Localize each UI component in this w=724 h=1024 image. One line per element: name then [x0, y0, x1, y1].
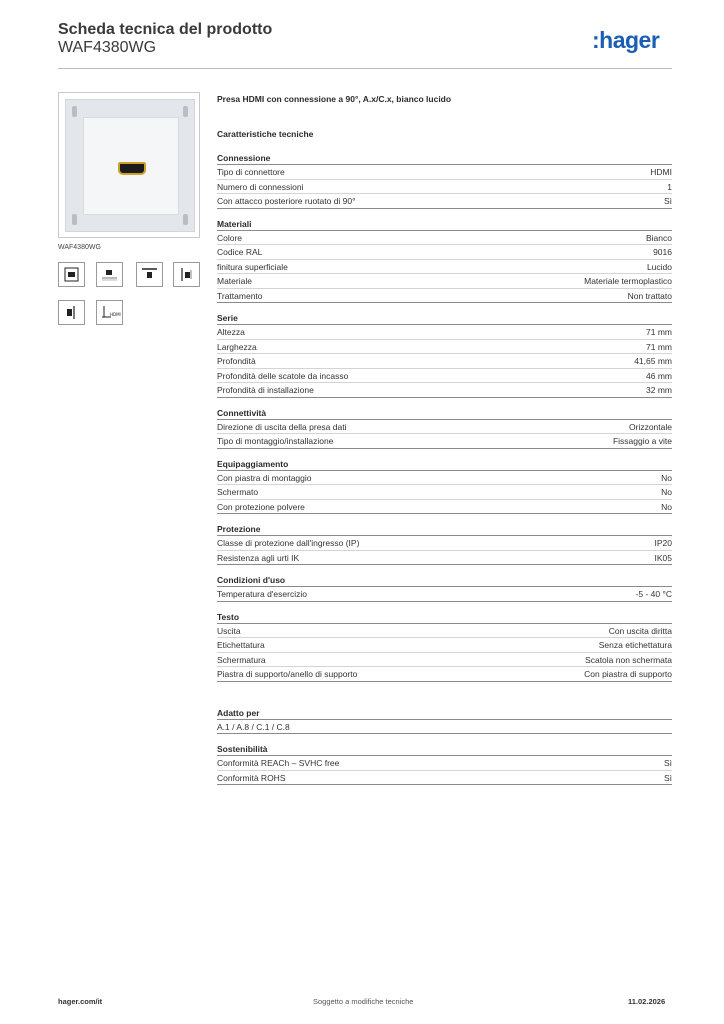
section-title: Condizioni d'uso — [217, 575, 672, 587]
spec-row — [217, 231, 672, 246]
spec-label: Conformità ROHS — [217, 772, 286, 783]
socket-dimension-icon[interactable] — [96, 262, 123, 287]
spec-label: finitura superficiale — [217, 261, 288, 272]
hdmi-connection-icon[interactable] — [96, 300, 123, 325]
spec-section — [217, 524, 672, 565]
section-title: Testo — [217, 612, 672, 624]
spec-row — [217, 260, 672, 275]
socket-side-icon[interactable] — [173, 262, 200, 287]
spec-row — [217, 274, 672, 289]
socket-top-icon[interactable] — [136, 262, 163, 287]
footer-site-link[interactable]: hager.com/it — [58, 997, 103, 1006]
spec-value: 71 mm — [646, 327, 672, 337]
spec-section — [217, 408, 672, 449]
spec-value: 41,65 mm — [634, 356, 672, 366]
spec-row — [217, 471, 672, 486]
spec-row — [217, 354, 672, 369]
spec-sections — [217, 153, 672, 682]
spec-value: Senza etichettatura — [598, 640, 672, 650]
section-title: Connettività — [217, 408, 672, 420]
tech-heading: Caratteristiche tecniche — [217, 129, 314, 139]
spec-label: Etichettatura — [217, 640, 265, 650]
spec-label: Con piastra di montaggio — [217, 472, 312, 483]
product-image — [58, 92, 200, 238]
spec-label: Schermatura — [217, 654, 266, 665]
section-title: Equipaggiamento — [217, 459, 672, 471]
spec-value: Orizzontale — [629, 421, 672, 432]
spec-row — [217, 325, 672, 340]
spec-row — [217, 289, 672, 304]
spec-value: Fissaggio a vite — [612, 436, 672, 446]
spec-label: Con protezione polvere — [217, 501, 305, 512]
hdmi-port-icon — [118, 162, 146, 175]
mounting-depth-icon[interactable] — [58, 300, 85, 325]
spec-value: Con piastra di supporto — [584, 669, 672, 679]
spec-value: No — [661, 487, 672, 497]
spec-row — [217, 500, 672, 515]
spec-label: Colore — [217, 232, 243, 243]
spec-value: Bianco — [646, 232, 672, 243]
spec-label: Uscita — [217, 625, 241, 636]
suitable-value: A.1 / A.8 / C.1 / C.8 — [217, 720, 672, 735]
spec-value: -5 - 40 °C — [635, 589, 672, 599]
section-title: Serie — [217, 313, 672, 325]
spec-label: Schermato — [217, 487, 259, 497]
spec-row — [217, 485, 672, 500]
mounting-hole — [72, 106, 77, 117]
image-caption: WAF4380WG — [58, 244, 101, 251]
spec-label: Tipo di connettore — [217, 167, 285, 177]
section-title: Protezione — [217, 524, 672, 536]
footer-note: Soggetto a modifiche tecniche — [313, 997, 414, 1006]
spec-value: No — [661, 472, 672, 483]
spec-row — [217, 194, 672, 209]
spec-row — [217, 653, 672, 668]
spec-row — [217, 245, 672, 260]
spec-row — [217, 369, 672, 384]
spec-section — [217, 459, 672, 515]
hager-logo[interactable]: :hager — [592, 27, 660, 53]
spec-value: 9016 — [653, 247, 672, 257]
spec-row — [217, 420, 672, 435]
spec-section — [217, 313, 672, 398]
product-description: Presa HDMI con connessione a 90°, A.x/C.x, bianco lucido — [217, 94, 452, 104]
spec-label: Profondità di installazione — [217, 385, 314, 395]
spec-value: Sì — [663, 772, 672, 783]
spec-row — [217, 587, 672, 602]
spec-row — [217, 180, 672, 195]
spec-label: Larghezza — [217, 341, 257, 352]
cover-plate — [65, 99, 195, 232]
spec-value: IP20 — [654, 538, 672, 548]
spec-value: IK05 — [654, 552, 672, 563]
spec-section — [217, 612, 672, 682]
spec-row — [217, 383, 672, 398]
suitable-section — [217, 708, 672, 735]
spec-label: Conformità REACh – SVHC free — [217, 758, 340, 768]
spec-label: Profondità — [217, 356, 256, 366]
spec-label: Resistenza agli urti IK — [217, 552, 300, 563]
spec-row — [217, 165, 672, 180]
spec-label: Materiale — [217, 276, 252, 286]
spec-value: 71 mm — [646, 341, 672, 352]
product-code: WAF4380WG — [58, 39, 157, 56]
spec-label: Classe di protezione dall'ingresso (IP) — [217, 538, 360, 548]
spec-row — [217, 771, 672, 786]
spec-row — [217, 756, 672, 771]
spec-row — [217, 667, 672, 682]
spec-content — [217, 94, 672, 785]
spec-row — [217, 624, 672, 639]
section-title: Sostenibilità — [217, 744, 672, 756]
section-title: Connessione — [217, 153, 672, 165]
mounting-hole — [183, 214, 188, 225]
spec-row — [217, 434, 672, 449]
spec-label: Profondità delle scatole da incasso — [217, 370, 349, 381]
spec-label: Piastra di supporto/anello di supporto — [217, 669, 358, 679]
spec-label: Altezza — [217, 327, 245, 337]
socket-front-icon[interactable] — [58, 262, 85, 287]
sustainability-section — [217, 744, 672, 785]
spec-value: Lucido — [646, 261, 672, 272]
page-title: Scheda tecnica del prodotto — [58, 21, 273, 38]
spec-label: Trattamento — [217, 290, 263, 301]
spec-value: 32 mm — [646, 385, 672, 395]
spec-label: Con attacco posteriore ruotato di 90° — [217, 196, 356, 206]
spec-value: Scatola non schermata — [585, 654, 672, 665]
hdmi-label: HDMI — [110, 312, 121, 317]
spec-label: Direzione di uscita della presa dati — [217, 421, 347, 432]
header-divider — [58, 68, 672, 69]
spec-value: No — [661, 501, 672, 512]
mounting-hole — [72, 214, 77, 225]
spec-row — [217, 638, 672, 653]
spec-row — [217, 536, 672, 551]
spec-value: Sì — [663, 196, 672, 206]
spec-value: 46 mm — [646, 370, 672, 381]
spec-value: Sì — [663, 758, 672, 768]
section-title: Adatto per — [217, 708, 672, 720]
spec-value: Non trattato — [627, 290, 672, 301]
section-title: Materiali — [217, 219, 672, 231]
spec-section — [217, 153, 672, 209]
mounting-hole — [183, 106, 188, 117]
spec-label: Temperatura d'esercizio — [217, 589, 307, 599]
spec-label: Tipo di montaggio/installazione — [217, 436, 334, 446]
spec-value: 1 — [667, 181, 672, 192]
footer-date: 11.02.2026 — [628, 997, 666, 1006]
spec-row — [217, 551, 672, 566]
spec-label: Codice RAL — [217, 247, 263, 257]
spec-value: Con uscita diritta — [608, 625, 672, 636]
socket-insert — [83, 117, 179, 215]
spec-row — [217, 340, 672, 355]
spec-label: Numero di connessioni — [217, 181, 304, 192]
spec-section — [217, 575, 672, 602]
spec-value: HDMI — [650, 167, 672, 177]
spec-value: Materiale termoplastico — [584, 276, 672, 286]
spec-section — [217, 219, 672, 304]
